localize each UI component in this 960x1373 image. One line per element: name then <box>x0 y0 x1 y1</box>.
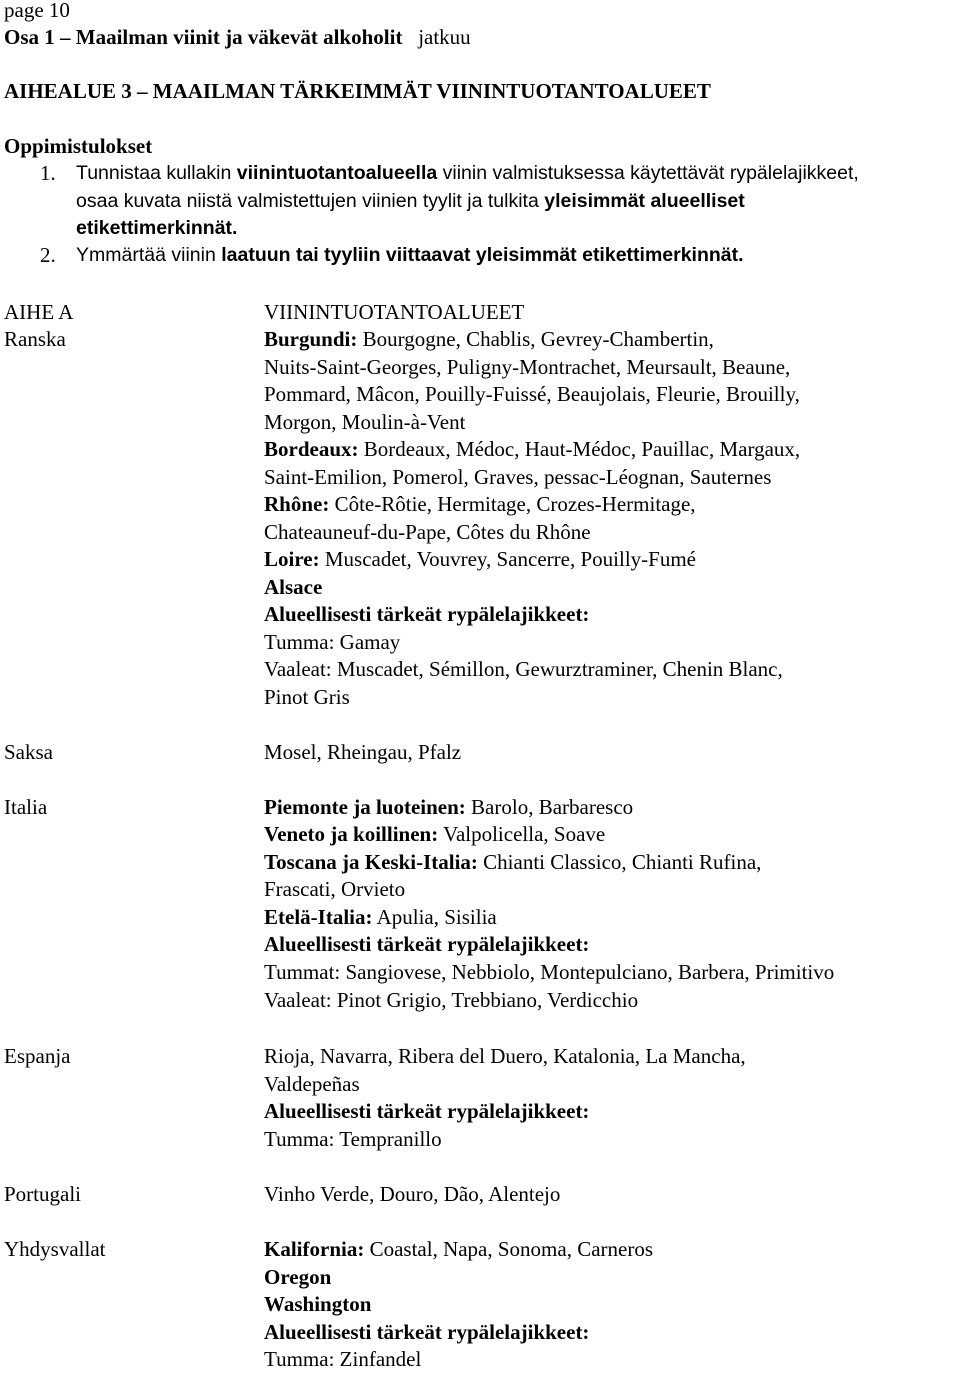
burgundi-line-1 <box>264 326 714 353</box>
burgundi-line-4: Morgon, Moulin-à-Vent <box>264 410 466 434</box>
loire-line-1 <box>264 546 696 573</box>
outcome-1-line-2 <box>76 188 745 215</box>
text: Coastal, Napa, Sonoma, Carneros <box>364 1237 654 1261</box>
text: Valpolicella, Soave <box>438 822 606 846</box>
region-label: Burgundi: <box>264 327 358 351</box>
toscana-line-1 <box>264 849 761 876</box>
text: Apulia, Sisilia <box>372 905 497 929</box>
bordeaux-line-2: Saint-Emilion, Pomerol, Graves, pessac-Léognan, Sauternes <box>264 465 772 489</box>
burgundi-line-2: Nuits-Saint-Georges, Puligny-Montrachet, Meursault, Beaune, <box>264 355 791 379</box>
region-label: Toscana ja Keski-Italia: <box>264 850 478 874</box>
text: Bourgogne, Chablis, Gevrey-Chambertin, <box>357 327 714 351</box>
veneto-line <box>264 821 605 848</box>
text-bold: viinintuotantoalueella <box>236 162 438 184</box>
kalifornia-line <box>264 1236 653 1263</box>
outcome-1-line-3: etikettimerkinnät. <box>76 217 238 239</box>
espanja-grapes-label: Alueellisesti tärkeät rypälelajikkeet: <box>264 1099 590 1123</box>
oregon-label: Oregon <box>264 1265 332 1289</box>
rhone-line-1 <box>264 491 696 518</box>
outcome-2-number: 2. <box>40 243 56 267</box>
region-label: Rhône: <box>264 492 330 516</box>
text: Ymmärtää viinin <box>76 244 222 266</box>
country-ranska: Ranska <box>4 327 66 351</box>
region-label: Etelä-Italia: <box>264 905 373 929</box>
text-bold: yleisimmät alueelliset <box>544 190 745 212</box>
part-title <box>4 24 471 51</box>
outcome-1-line-1 <box>76 160 859 187</box>
text: Bordeaux, Médoc, Haut-Médoc, Pauillac, Margaux, <box>358 437 801 461</box>
toscana-line-2: Frascati, Orvieto <box>264 877 406 901</box>
ranska-tumma: Tumma: Gamay <box>264 630 401 654</box>
outcome-2-line-1 <box>76 242 744 269</box>
text: Chianti Classico, Chianti Rufina, <box>477 850 762 874</box>
column-header-regions: VIININTUOTANTOALUEET <box>264 300 525 324</box>
country-italia: Italia <box>4 795 48 819</box>
text: Côte-Rôtie, Hermitage, Crozes-Hermitage, <box>329 492 696 516</box>
text: Tunnistaa kullakin <box>76 162 237 184</box>
ranska-grapes-label: Alueellisesti tärkeät rypälelajikkeet: <box>264 602 590 626</box>
page-number: page 10 <box>4 0 70 22</box>
yhdysvallat-grapes-label: Alueellisesti tärkeät rypälelajikkeet: <box>264 1320 590 1344</box>
washington-label: Washington <box>264 1292 372 1316</box>
portugali-regions: Vinho Verde, Douro, Dão, Alentejo <box>264 1182 561 1206</box>
italia-grapes-label: Alueellisesti tärkeät rypälelajikkeet: <box>264 932 590 956</box>
yhdysvallat-tumma: Tumma: Zinfandel <box>264 1347 422 1371</box>
espanja-tumma: Tumma: Tempranillo <box>264 1127 442 1151</box>
country-portugali: Portugali <box>4 1182 81 1206</box>
espanja-regions-line-1: Rioja, Navarra, Ribera del Duero, Katalonia, La Mancha, <box>264 1044 746 1068</box>
country-yhdysvallat: Yhdysvallat <box>4 1237 106 1261</box>
text: osaa kuvata niistä valmistettujen viinien tyylit ja tulkita <box>76 190 545 212</box>
piemonte-line <box>264 794 633 821</box>
area-title: AIHEALUE 3 – MAAILMAN TÄRKEIMMÄT VIININTUOTANTOALUEET <box>4 79 711 103</box>
country-saksa: Saksa <box>4 740 53 764</box>
text-bold: laatuun tai tyyliin viittaavat yleisimmät etikettimerkinnät. <box>221 244 744 266</box>
column-header-aihe: AIHE A <box>4 300 74 324</box>
rhone-line-2: Chateauneuf-du-Pape, Côtes du Rhône <box>264 520 591 544</box>
text: Barolo, Barbaresco <box>465 795 634 819</box>
ranska-vaaleat-line-2: Pinot Gris <box>264 685 350 709</box>
text: Muscadet, Vouvrey, Sancerre, Pouilly-Fumé <box>319 547 696 571</box>
region-label: Piemonte ja luoteinen: <box>264 795 466 819</box>
bordeaux-line-1 <box>264 436 800 463</box>
region-label: Veneto ja koillinen: <box>264 822 439 846</box>
region-label: Bordeaux: <box>264 437 359 461</box>
region-label: Kalifornia: <box>264 1237 365 1261</box>
espanja-regions-line-2: Valdepeñas <box>264 1072 360 1096</box>
outcomes-heading: Oppimistulokset <box>4 134 153 158</box>
region-label: Loire: <box>264 547 320 571</box>
italia-tummat: Tummat: Sangiovese, Nebbiolo, Montepulciano, Barbera, Primitivo <box>264 960 835 984</box>
part-continues: jatkuu <box>418 25 471 49</box>
country-espanja: Espanja <box>4 1044 71 1068</box>
alsace-label: Alsace <box>264 575 323 599</box>
etela-italia-line <box>264 904 497 931</box>
saksa-regions: Mosel, Rheingau, Pfalz <box>264 740 462 764</box>
text: viinin valmistuksessa käytettävät rypälelajikkeet, <box>437 162 859 184</box>
ranska-vaaleat-line-1: Vaaleat: Muscadet, Sémillon, Gewurztraminer, Chenin Blanc, <box>264 657 783 681</box>
part-title-text: Osa 1 – Maailman viinit ja väkevät alkoholit <box>4 25 403 49</box>
italia-vaaleat: Vaaleat: Pinot Grigio, Trebbiano, Verdicchio <box>264 988 639 1012</box>
outcome-1-number: 1. <box>40 161 56 185</box>
burgundi-line-3: Pommard, Mâcon, Pouilly-Fuissé, Beaujolais, Fleurie, Brouilly, <box>264 382 800 406</box>
